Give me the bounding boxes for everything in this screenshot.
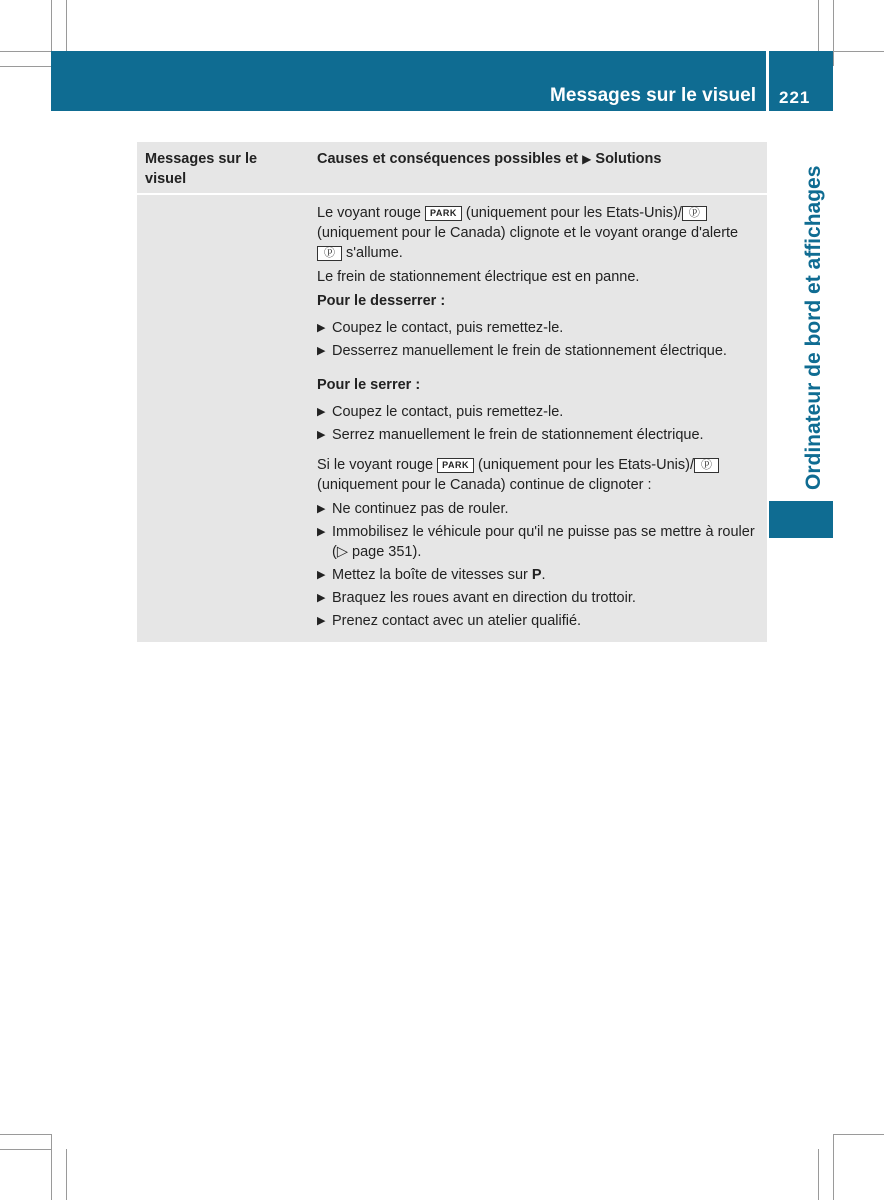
step-text: Mettez la boîte de vitesses sur	[332, 567, 528, 583]
message-table	[137, 142, 767, 642]
list-item	[317, 425, 759, 445]
column-header-messages: Messages sur le visuel	[137, 142, 309, 194]
step-text: Prenez contact avec un atelier qualifié.	[332, 613, 582, 629]
crop-mark	[0, 1134, 51, 1135]
column-header-causes	[309, 142, 767, 194]
step-arrow-icon: ▶	[317, 322, 326, 334]
step-arrow-icon: ▶	[317, 526, 326, 538]
chapter-title-wrap	[774, 150, 825, 490]
column-header-causes-text: Causes et conséquences possibles et	[317, 151, 579, 167]
list-item	[317, 588, 759, 608]
column-header-solutions-text: Solutions	[595, 151, 662, 167]
crop-mark	[0, 1149, 51, 1150]
list-item	[317, 318, 759, 338]
paragraph-still-flashing	[317, 455, 759, 495]
list-item	[317, 611, 759, 631]
step-text: Ne continuez pas de rouler.	[332, 501, 509, 517]
subheading-apply: Pour le serrer :	[317, 377, 421, 393]
paragraph-warning	[317, 203, 759, 263]
text-segment: (uniquement pour le Canada) continue de clignoter :	[317, 477, 652, 493]
gear-p: P	[531, 567, 542, 583]
text-segment: (uniquement pour le Canada) clignote et le voyant orange d'alerte	[317, 225, 739, 241]
step-arrow-icon: ▶	[317, 615, 326, 627]
page-header	[51, 51, 766, 111]
list-item	[317, 522, 759, 562]
park-indicator-icon: PARK	[425, 206, 462, 221]
crop-mark	[833, 1134, 884, 1135]
text-segment: s'allume.	[346, 245, 403, 261]
crop-mark	[833, 51, 884, 52]
list-item	[317, 402, 759, 422]
crop-mark	[833, 1134, 834, 1200]
page-number: 221	[779, 88, 811, 107]
crop-mark	[0, 51, 51, 52]
step-text: Coupez le contact, puis remettez-le.	[332, 320, 564, 336]
list-item	[317, 341, 759, 361]
step-arrow-icon: ▶	[317, 429, 326, 441]
table-header-row	[137, 142, 767, 194]
message-cell	[137, 194, 309, 642]
solution-arrow-icon: ▶	[582, 152, 592, 166]
crop-mark	[818, 1149, 819, 1200]
list-item	[317, 499, 759, 519]
step-text: Immobilisez le véhicule pour qu'il ne puisse pas se mettre à rouler (▷ page 351).	[332, 524, 755, 560]
table-row	[137, 194, 767, 642]
step-arrow-icon: ▶	[317, 503, 326, 515]
text-segment: Le voyant rouge	[317, 205, 421, 221]
parking-brake-indicator-icon: ⓟ	[682, 206, 707, 221]
step-text: Braquez les roues avant en direction du trottoir.	[332, 590, 636, 606]
step-text: Coupez le contact, puis remettez-le.	[332, 404, 564, 420]
text-segment: (uniquement pour les Etats-Unis)/	[465, 205, 682, 221]
text-segment: Si le voyant rouge	[317, 457, 434, 473]
causes-cell	[309, 194, 767, 642]
step-arrow-icon: ▶	[317, 592, 326, 604]
paragraph-cause: Le frein de stationnement électrique est en panne.	[317, 269, 640, 285]
chapter-title: Ordinateur de bord et affichages	[802, 165, 825, 490]
crop-mark	[66, 1149, 67, 1200]
list-item: ▶ Mettez la boîte de vitesses sur P.	[317, 567, 546, 583]
page-number-box	[769, 51, 833, 111]
crop-mark	[833, 0, 834, 66]
crop-mark	[0, 66, 51, 67]
parking-brake-indicator-icon: ⓟ	[694, 458, 719, 473]
step-arrow-icon: ▶	[317, 345, 326, 357]
step-text: Desserrez manuellement le frein de stationnement électrique.	[332, 343, 727, 359]
crop-mark	[66, 0, 67, 51]
text-segment: (uniquement pour les Etats-Unis)/	[477, 457, 694, 473]
step-arrow-icon: ▶	[317, 569, 326, 581]
subheading-release: Pour le desserrer :	[317, 293, 446, 309]
step-arrow-icon: ▶	[317, 406, 326, 418]
chapter-tab-marker	[769, 501, 833, 538]
page-title: Messages sur le visuel	[550, 85, 756, 106]
parking-brake-indicator-icon: ⓟ	[317, 246, 342, 261]
park-indicator-icon: PARK	[437, 458, 474, 473]
crop-mark	[51, 1134, 52, 1200]
step-text: Serrez manuellement le frein de stationnement électrique.	[332, 427, 704, 443]
crop-mark	[818, 0, 819, 51]
